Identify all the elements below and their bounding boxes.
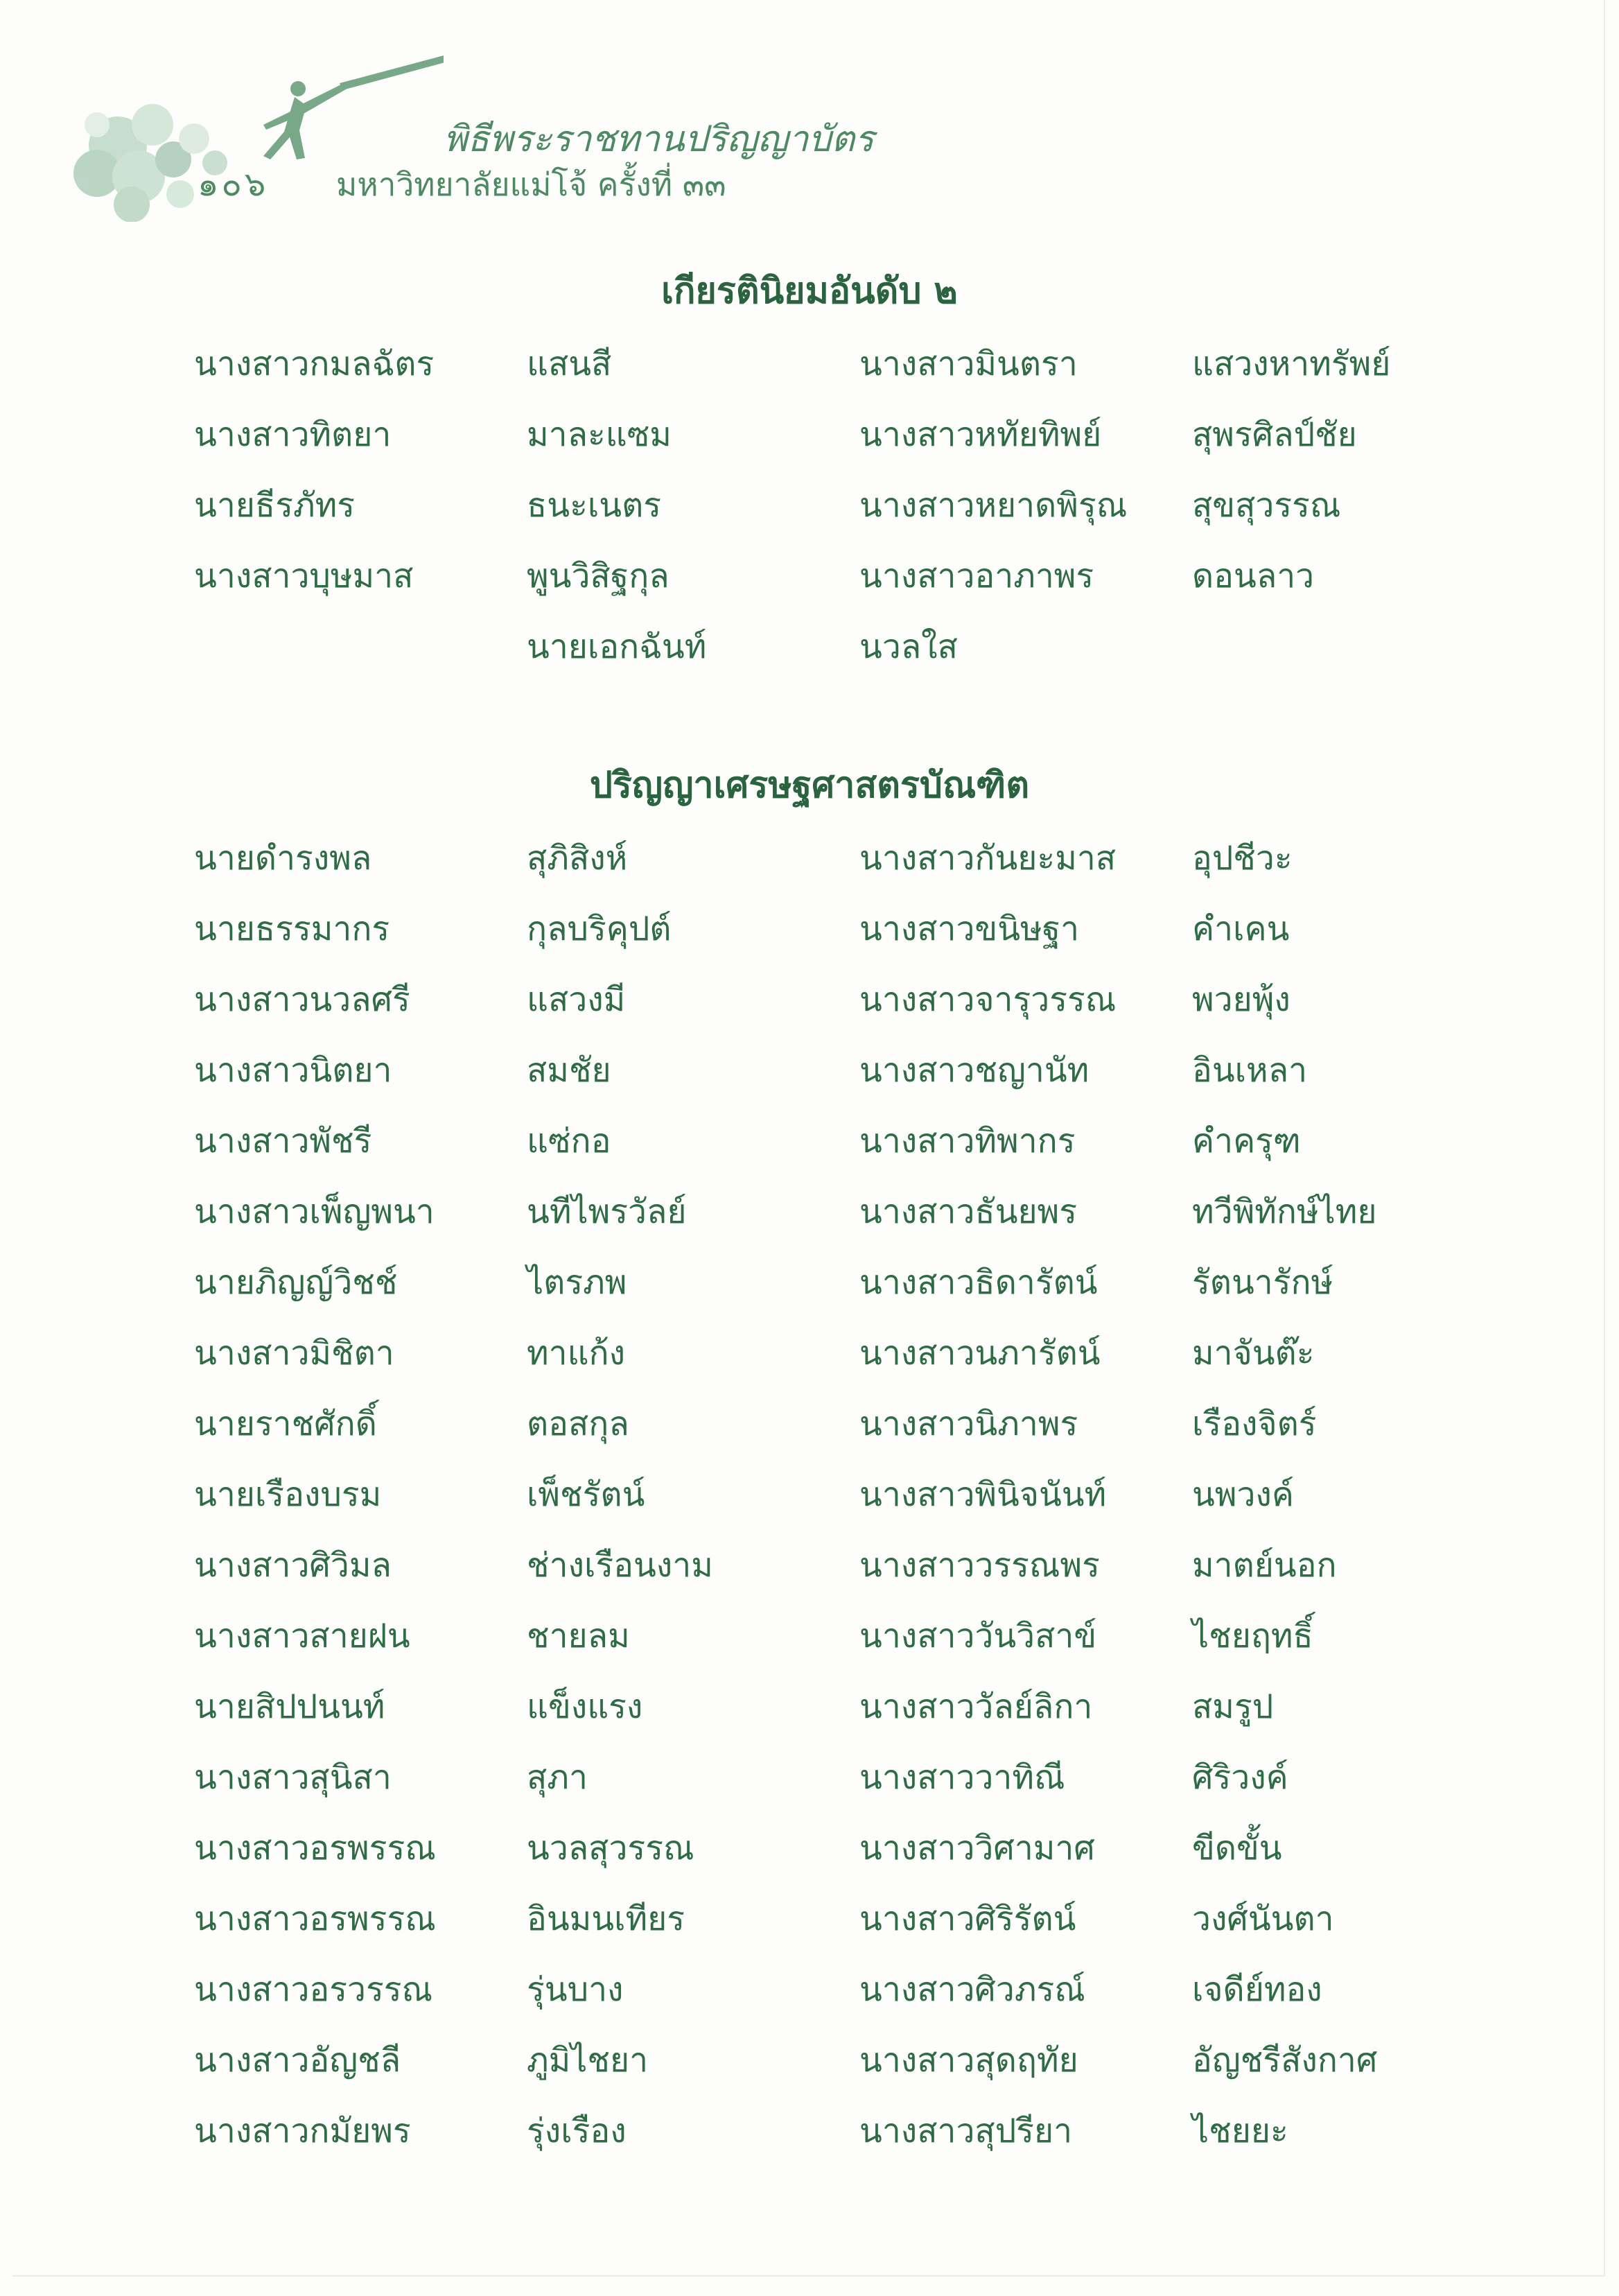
honors-section (0, 263, 1619, 682)
graduate-surname-cell: วงศ์นันตา (1192, 1899, 1334, 1938)
graduate-title-first-name-cell: นางสาวมินตรา (859, 345, 1078, 383)
graduate-surname-cell: มาละแซม (527, 415, 672, 454)
graduate-surname-cell: ภูมิไชยา (527, 2041, 649, 2080)
page-number: ๑๐๖ (198, 165, 269, 204)
graduate-title-first-name-cell: นางสาวกมัยพร (194, 2112, 411, 2150)
graduate-surname-cell (1192, 611, 1525, 682)
graduate-title-first-name-cell: นางสาวกันยะมาส (859, 839, 1117, 878)
graduate-surname-cell: รุ่นบาง (527, 1970, 624, 2009)
graduate-title-first-name-cell: นางสาวทิตยา (194, 415, 392, 454)
graduate-title-first-name-cell: นายธรรมากร (194, 910, 390, 948)
graduate-title-first-name-cell: นางสาวบุษมาส (194, 557, 414, 595)
graduate-title-first-name-cell: นางสาวอัญชลี (194, 2041, 401, 2080)
section-heading: เกียรตินิยมอันดับ ๒ (661, 270, 958, 312)
ceremony-title: พิธีพระราชทานปริญญาบัตร (444, 119, 875, 160)
graduate-surname-cell: ชายลม (527, 1617, 630, 1655)
graduate-title-first-name-cell: นางสาวศิริรัตน์ (859, 1899, 1076, 1938)
graduate-surname-cell: ศิริวงค์ (1192, 1758, 1288, 1797)
graduate-surname-cell: ไชยฤทธิ์ (1192, 1617, 1313, 1655)
graduate-surname-cell: พวยพุ้ง (1192, 980, 1290, 1019)
economics-section (0, 758, 1619, 2166)
graduate-title-first-name-cell: นางสาวสายฝน (194, 1617, 410, 1655)
graduate-surname-cell: คำเคน (1192, 910, 1290, 948)
graduate-surname-cell: นายเอกฉันท์ (527, 627, 707, 666)
graduate-title-first-name-cell: นางสาวอรพรรณ (194, 1829, 436, 1868)
graduate-surname-cell: สุภา (527, 1758, 588, 1797)
graduate-surname-cell: มาตย์นอก (1192, 1546, 1337, 1585)
graduate-title-first-name-cell: นายดำรงพล (194, 839, 372, 878)
graduate-surname-cell: ไชยยะ (1192, 2112, 1288, 2150)
graduate-surname-cell: นพวงค์ (1192, 1475, 1294, 1514)
graduate-title-first-name-cell: นายราชศักดิ์ (194, 1404, 377, 1443)
graduate-surname-cell: สุภิสิงห์ (527, 839, 628, 878)
graduate-title-first-name-cell: นางสาววิศามาศ (859, 1829, 1095, 1868)
graduate-surname-cell: ธนะเนตร (527, 486, 662, 525)
graduate-surname-cell: สมชัย (527, 1051, 611, 1090)
graduate-title-first-name-cell: นางสาววาทิณี (859, 1758, 1065, 1797)
graduate-title-first-name-cell: นางสาวอรวรรณ (194, 1970, 433, 2009)
university-line: มหาวิทยาลัยแม่โจ้ ครั้งที่ ๓๓ (336, 166, 726, 203)
graduate-title-first-name-cell: นางสาวขนิษฐา (859, 910, 1080, 948)
graduate-title-first-name-cell: นายเรืองบรม (194, 1475, 382, 1514)
graduate-title-first-name-cell: นางสาวสุนิสา (194, 1758, 392, 1797)
graduate-surname-cell: แสวงหาทรัพย์ (1192, 345, 1391, 383)
graduate-title-first-name-cell: นายสิปปนนท์ (194, 1687, 385, 1726)
graduate-surname-cell: แข็งแรง (527, 1687, 643, 1726)
graduate-surname-cell: ตอสกุล (527, 1404, 629, 1443)
graduate-surname-cell: นทีไพรวัลย์ (527, 1192, 687, 1231)
graduate-title-first-name-cell: นางสาววันวิสาข์ (859, 1617, 1097, 1655)
graduate-title-first-name-cell: นางสาวเพ็ญพนา (194, 1192, 435, 1231)
graduate-title-first-name-cell: นายธีรภัทร (194, 486, 356, 525)
graduate-surname-cell: สุขสุวรรณ (1192, 486, 1341, 525)
graduate-title-first-name-cell: นางสาวทิพากร (859, 1122, 1076, 1160)
graduate-title-first-name-cell: นางสาวนิตยา (194, 1051, 392, 1090)
graduate-title-first-name-cell: นางสาววรรณพร (859, 1546, 1100, 1585)
graduate-title-first-name-cell: นางสาวหทัยทิพย์ (859, 415, 1102, 454)
graduate-surname-cell: อินเหลา (1192, 1051, 1308, 1090)
graduate-surname-cell: แสวงมี (527, 980, 626, 1019)
graduate-surname-cell: อุปชีวะ (1192, 839, 1293, 878)
graduate-title-first-name-cell: นางสาวธิดารัตน์ (859, 1263, 1098, 1302)
graduate-surname-cell: อินมนเทียร (527, 1899, 685, 1938)
graduate-surname-cell: แสนสี (527, 345, 612, 383)
graduate-title-first-name-cell: นางสาวนภารัตน์ (859, 1334, 1101, 1373)
graduate-surname-cell: เพ็ชรัตน์ (527, 1475, 645, 1514)
graduate-surname-cell: อัญชรีสังกาศ (1192, 2041, 1378, 2080)
graduate-surname-cell: สมรูป (1192, 1687, 1274, 1726)
graduate-surname-cell: ทาแก้ง (527, 1334, 626, 1373)
graduate-title-first-name-cell (194, 611, 527, 682)
graduate-surname-cell: ช่างเรือนงาม (527, 1546, 713, 1585)
graduate-title-first-name-cell: นางสาวศิวิมล (194, 1546, 392, 1585)
graduate-surname-cell: แซ่กอ (527, 1122, 611, 1160)
name-grid (194, 329, 1619, 682)
graduate-surname-cell: สุพรศิลป์ชัย (1192, 415, 1357, 454)
graduate-title-first-name-cell: นางสาวกมลฉัตร (194, 345, 435, 383)
graduate-surname-cell: นวลสุวรรณ (527, 1829, 694, 1868)
name-grid (194, 823, 1619, 2166)
graduate-title-first-name-cell: นางสาวพัชรี (194, 1122, 372, 1160)
graduate-surname-cell: รุ่งเรือง (527, 2112, 627, 2150)
graduate-surname-cell: พูนวิสิฐกุล (527, 557, 670, 595)
graduate-title-first-name-cell: นางสาวธันยพร (859, 1192, 1078, 1231)
graduate-surname-cell: รัตนารักษ์ (1192, 1263, 1333, 1302)
graduate-title-first-name-cell: นางสาวสุดฤทัย (859, 2041, 1078, 2080)
section-heading: ปริญญาเศรษฐศาสตรบัณฑิต (589, 765, 1030, 806)
graduate-title-first-name-cell: นางสาวศิวภรณ์ (859, 1970, 1085, 2009)
graduate-title-first-name-cell: นางสาวสุปรียา (859, 2112, 1073, 2150)
graduate-title-first-name-cell: นางสาวพินิจนันท์ (859, 1475, 1107, 1514)
graduate-surname-cell: มาจันต๊ะ (1192, 1334, 1315, 1373)
graduate-surname-cell: ทวีพิทักษ์ไทย (1192, 1192, 1377, 1231)
page-header (55, 42, 887, 222)
graduate-title-first-name-cell: นางสาวชญานัท (859, 1051, 1089, 1090)
graduate-surname-cell: ไตรภพ (527, 1263, 627, 1302)
graduate-title-first-name-cell: นวลใส (859, 627, 958, 666)
graduate-title-first-name-cell: นายภิญญ์วิชช์ (194, 1263, 398, 1302)
graduate-surname-cell: เรืองจิตร์ (1192, 1404, 1317, 1443)
graduate-title-first-name-cell: นางสาวอรพรรณ (194, 1899, 436, 1938)
graduate-title-first-name-cell: นางสาวจารุวรรณ (859, 980, 1117, 1019)
graduate-title-first-name-cell: นางสาวหยาดพิรุณ (859, 486, 1128, 525)
graduate-title-first-name-cell: นางสาววัลย์ลิกา (859, 1687, 1093, 1726)
graduate-title-first-name-cell: นางสาวมิชิตา (194, 1334, 394, 1373)
graduate-title-first-name-cell: นางสาวอาภาพร (859, 557, 1094, 595)
graduate-title-first-name-cell: นางสาวนวลศรี (194, 980, 410, 1019)
graduate-surname-cell: เจดีย์ทอง (1192, 1970, 1322, 2009)
graduate-surname-cell: ขีดขั้น (1192, 1829, 1282, 1868)
graduate-surname-cell: กุลบริคุปต์ (527, 910, 672, 948)
graduate-surname-cell: คำครุฑ (1192, 1122, 1301, 1160)
graduate-title-first-name-cell: นางสาวนิภาพร (859, 1404, 1078, 1443)
graduate-surname-cell: ดอนลาว (1192, 557, 1315, 595)
